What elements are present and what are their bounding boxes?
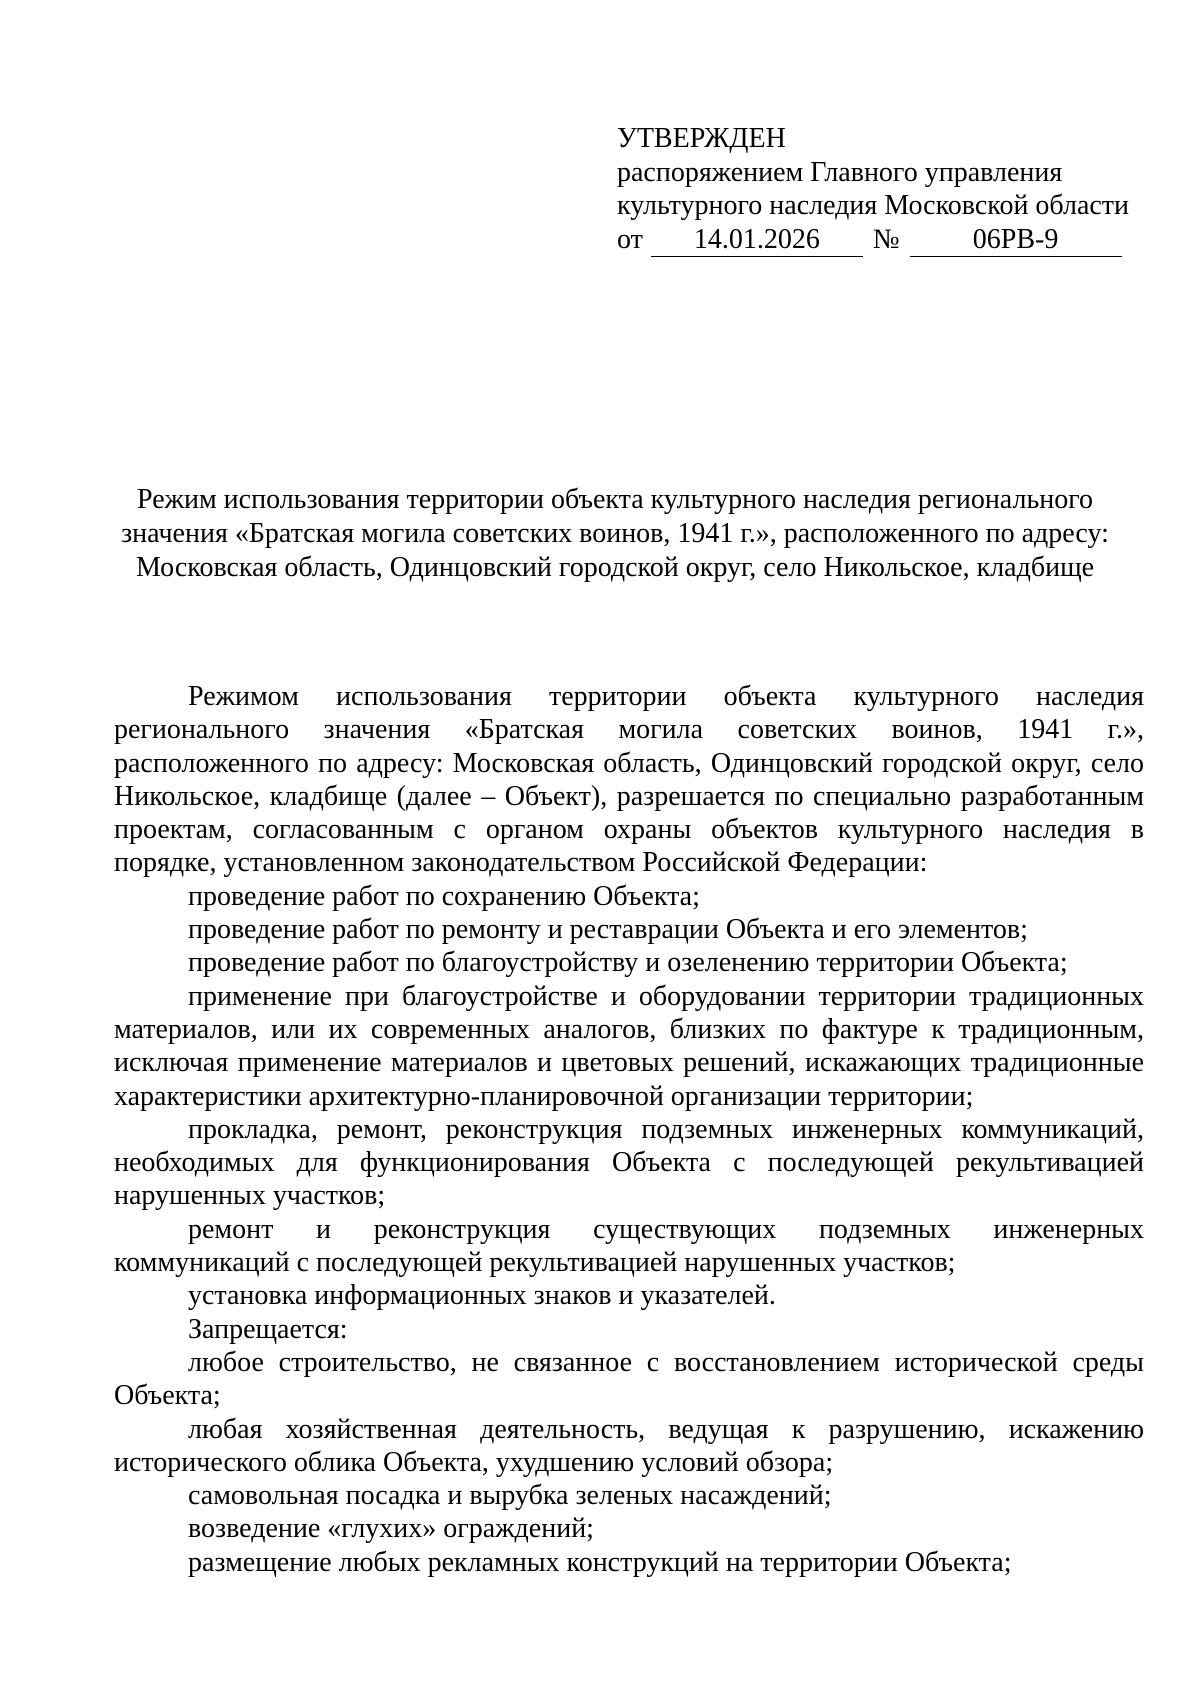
- approval-from-label: от: [617, 223, 643, 255]
- document-body: [114, 680, 1144, 1579]
- approval-date: 14.01.2026: [651, 226, 863, 257]
- body-paragraph-item: установка информационных знаков и указателей.: [188, 1280, 776, 1312]
- title-line-2: значения «Братская могила советских воинов, 1941 г.», расположенного по адресу:: [121, 518, 1109, 549]
- body-paragraph-item: любое строительство, не связанное с восстановлением исторической среды Объекта;: [114, 1346, 1144, 1412]
- body-paragraph-item: самовольная посадка и вырубка зеленых насаждений;: [188, 1480, 832, 1512]
- approval-stamp: [617, 122, 1137, 257]
- approval-number-label: №: [872, 223, 900, 255]
- body-paragraph-item: проведение работ по ремонту и реставрации Объекта и его элементов;: [188, 914, 1028, 946]
- body-paragraph-item: проведение работ по сохранению Объекта;: [188, 880, 700, 912]
- body-paragraph-item: ремонт и реконструкция существующих подземных инженерных коммуникаций с последующей рекультивацией нарушенных участков;: [114, 1213, 1144, 1279]
- body-paragraph-item: размещение любых рекламных конструкций на территории Объекта;: [188, 1546, 1012, 1578]
- body-paragraph-item: применение при благоустройстве и оборудовании территории традиционных материалов, или их современных аналогов, близких по фактуре к традиционным, исключая применение материалов и цветовых решений, искажающих традиционные характеристики архитектурно-планировочной организации территории;: [114, 980, 1144, 1112]
- body-paragraph-intro: Режимом использования территории объекта культурного наследия регионального значения «Братская могила советских воинов, 1941 г.», расположенного по адресу: Московская область, Одинцовский городской округ, село Никольское, кладбище (далее – Объект), разрешается по специально разработанным проектам, согласованным с органом охраны объектов культурного наследия в порядке, установленном законодательством Российской Федерации:: [114, 681, 1144, 879]
- document-title: [110, 483, 1120, 585]
- approval-authority-line-2: культурного наследия Московской области: [617, 190, 1130, 221]
- body-paragraph-item: прокладка, ремонт, реконструкция подземных инженерных коммуникаций, необходимых для функционирования Объекта с последующей рекультивацией нарушенных участков;: [114, 1113, 1144, 1212]
- title-line-3: Московская область, Одинцовский городской округ, село Никольское, кладбище: [135, 552, 1095, 583]
- approval-date-number-line: [617, 223, 1137, 257]
- body-paragraph-item: возведение «глухих» ограждений;: [188, 1513, 594, 1545]
- body-paragraph-item: любая хозяйственная деятельность, ведущая к разрушению, искажению исторического облика Объекта, ухудшению условий обзора;: [114, 1413, 1144, 1478]
- body-paragraph-item: проведение работ по благоустройству и озеленению территории Объекта;: [188, 947, 1068, 979]
- body-paragraph-prohibited-heading: Запрещается:: [188, 1313, 348, 1345]
- approval-authority-line-1: распоряжением Главного управления: [617, 156, 1063, 188]
- approval-heading: УТВЕРЖДЕН: [617, 123, 786, 154]
- approval-number: 06РВ-9: [910, 226, 1122, 257]
- title-line-1: Режим использования территории объекта культурного наследия регионального: [137, 484, 1093, 515]
